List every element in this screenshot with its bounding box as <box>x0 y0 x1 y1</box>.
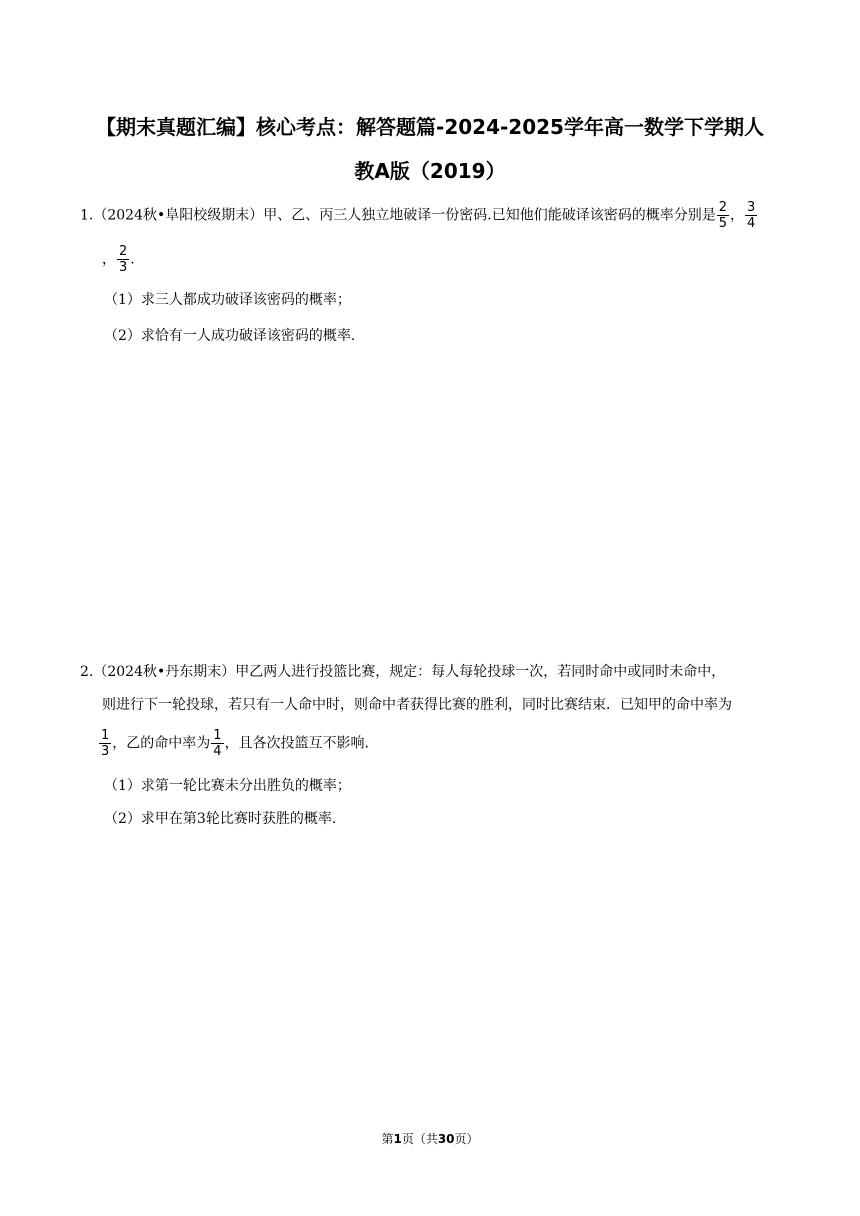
page-footer: 第1页（共30页） <box>381 1132 479 1146</box>
question-1-part-2: （2）求恰有一人成功破译该密码的概率. <box>104 328 356 344</box>
question-1-stem <box>80 200 758 231</box>
fraction-3-4: $\frac{3}{4}$ <box>746 200 756 231</box>
document-title-line-1: 【期末真题汇编】核心考点：解答题篇-2024-2025学年高一数学下学期人 <box>96 115 764 139</box>
question-2-part-1: （1）求第一轮比赛未分出胜负的概率； <box>104 778 351 794</box>
fraction-1-4: $\frac{1}{4}$ <box>213 728 222 759</box>
total-page-count: 30 <box>437 1132 455 1146</box>
question-1-stem-continued <box>102 244 135 275</box>
question-2-mid-text: ，乙的命中率为 <box>112 735 211 752</box>
separator: ， <box>729 207 744 224</box>
question-2-text-line-1: 甲乙两人进行投篮比赛，规定：每人每轮投球一次，若同时命中或同时未命中， <box>235 664 726 680</box>
fraction-2-3: $\frac{2}{3}$ <box>119 244 128 275</box>
period: . <box>130 251 135 268</box>
question-1-text: 甲、乙、丙三人独立地破译一份密码.已知他们能破译该密码的概率分别是 <box>263 207 716 224</box>
fraction-1-3: $\frac{1}{3}$ <box>101 728 110 759</box>
question-2-number: 2. <box>80 664 94 680</box>
separator: ， <box>102 251 116 268</box>
question-1-number: 1. <box>80 207 94 224</box>
current-page-number: 1 <box>393 1132 402 1146</box>
question-2-stem <box>80 663 725 681</box>
question-2-tail-text: ，且各次投篮互不影响. <box>224 735 370 752</box>
question-1-part-1: （1）求三人都成功破译该密码的概率； <box>104 292 351 308</box>
question-1-source: （2024秋•阜阳校级期末） <box>93 207 264 224</box>
question-2-part-2: （2）求甲在第3轮比赛时获胜的概率. <box>104 811 337 827</box>
fraction-2-5: $\frac{2}{5}$ <box>718 200 727 231</box>
document-title-line-2: 教A版（2019） <box>354 159 506 183</box>
question-2-source: （2024秋•丹东期末） <box>93 664 236 680</box>
question-2-text-line-2: 则进行下一轮投球，若只有一人命中时，则命中者获得比赛的胜利，同时比赛结束．已知甲的命中率为 <box>102 697 732 713</box>
question-2-text-line-3 <box>98 728 369 759</box>
